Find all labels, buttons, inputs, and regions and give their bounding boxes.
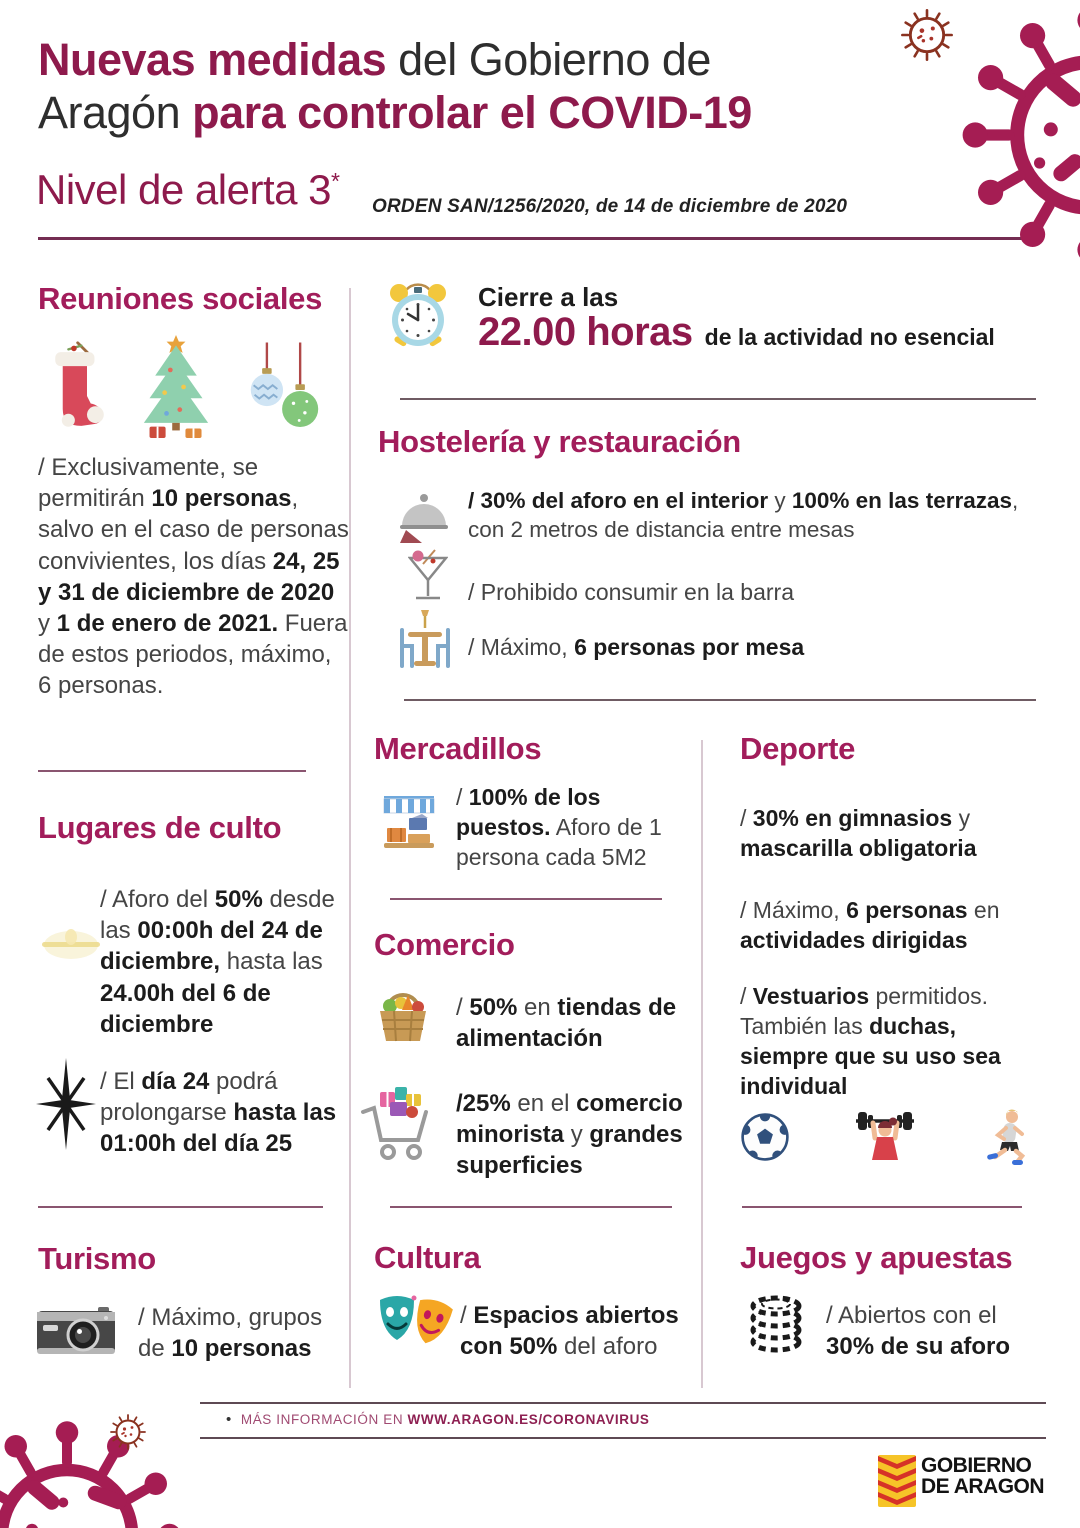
weightlifting-icon bbox=[853, 1108, 917, 1171]
market-stall-icon bbox=[382, 792, 436, 857]
left-divider-1 bbox=[38, 770, 306, 772]
turismo-text: / Máximo, grupos de 10 personas bbox=[138, 1304, 323, 1363]
hosteleria-item-1: / 30% del aforo en el interior y 100% en las terrazas, con 2 metros de distancia entre mesas bbox=[468, 488, 1019, 543]
comercio-item-2: /25% en el comercio minorista y grandes superficies bbox=[456, 1090, 683, 1180]
hosteleria-divider bbox=[404, 699, 1036, 701]
section-title-hosteleria: Hostelería y restauración bbox=[378, 424, 741, 459]
lugares-item-2: / El día 24 podrá prolongarse hasta las 01:00h del día 25 bbox=[100, 1068, 337, 1158]
section-title-mercadillos: Mercadillos bbox=[374, 731, 542, 766]
aragon-flag-icon bbox=[878, 1455, 916, 1512]
deporte-item-2: / Máximo, 6 personas en actividades dirigidas bbox=[740, 897, 1000, 953]
virus-icon-bottom bbox=[0, 1410, 192, 1528]
theater-masks-icon bbox=[376, 1290, 454, 1359]
section-title-cultura: Cultura bbox=[374, 1240, 481, 1275]
bethlehem-star-icon bbox=[34, 1056, 98, 1161]
section-title-comercio: Comercio bbox=[374, 927, 515, 962]
footer-info-url: WWW.ARAGON.ES/CORONAVIRUS bbox=[407, 1412, 650, 1427]
footer-info bbox=[226, 1411, 650, 1428]
poker-chips-icon bbox=[746, 1288, 806, 1359]
runner-icon bbox=[980, 1108, 1032, 1171]
alert-level bbox=[36, 166, 340, 214]
sport-icons-row bbox=[740, 1108, 1032, 1171]
deporte-item-3: / Vestuarios permitidos. También las duchas, siempre que su uso sea individual bbox=[740, 983, 1001, 1099]
shopping-cart-icon bbox=[360, 1082, 436, 1171]
order-reference: ORDEN SAN/1256/2020, de 14 de diciembre de 2020 bbox=[372, 196, 848, 217]
footer-divider-bottom bbox=[200, 1437, 1046, 1439]
gobierno-aragon-logo-text bbox=[921, 1455, 1044, 1498]
virus-icon bbox=[950, 0, 1080, 280]
section-title-juegos: Juegos y apuestas bbox=[740, 1240, 1013, 1275]
lugares-item-1: / Aforo del 50% desde las 00:00h del 24 de diciembre, hasta las 24.00h del 6 de diciembre bbox=[100, 886, 335, 1038]
baubles-icon bbox=[246, 342, 322, 443]
section-title-deporte: Deporte bbox=[740, 731, 856, 766]
table-chairs-icon bbox=[396, 608, 454, 677]
closure-time: 22.00 horas bbox=[478, 310, 693, 354]
grocery-basket-icon bbox=[372, 983, 434, 1050]
virus-outline-icon-bottom bbox=[108, 1412, 148, 1457]
gobierno-aragon-logo bbox=[878, 1455, 1044, 1512]
mercadillos-text: / 100% de los puestos. Aforo de 1 persona cada 5M2 bbox=[456, 784, 662, 870]
hosteleria-item-2: / Prohibido consumir en la barra bbox=[468, 579, 794, 605]
deporte-divider bbox=[742, 1206, 1022, 1208]
cultura-text: / Espacios abiertos con 50% del aforo bbox=[460, 1302, 679, 1361]
closure-line bbox=[478, 310, 995, 355]
section-title-reuniones: Reuniones sociales bbox=[38, 281, 323, 316]
closure-suffix: de la actividad no esencial bbox=[704, 324, 995, 350]
virus-outline-icon bbox=[898, 6, 956, 69]
hosteleria-item-3: / Máximo, 6 personas por mesa bbox=[468, 634, 805, 660]
alert-level-text: Nivel de alerta 3 bbox=[36, 166, 331, 213]
alert-level-asterisk: * bbox=[331, 168, 340, 194]
cloche-icon bbox=[398, 486, 450, 549]
footer-bullet: • bbox=[226, 1411, 232, 1428]
football-icon bbox=[740, 1112, 790, 1167]
column-divider-right bbox=[701, 740, 703, 1388]
comercio-item-1: / 50% en tiendas de alimentación bbox=[456, 994, 677, 1053]
section-title-turismo: Turismo bbox=[38, 1241, 156, 1276]
juegos-text: / Abiertos con el 30% de su aforo bbox=[826, 1302, 1011, 1361]
page-title bbox=[38, 34, 752, 139]
christmas-tree-icon bbox=[137, 334, 215, 443]
header-divider bbox=[38, 237, 1038, 240]
logo-line-2: DE ARAGON bbox=[921, 1475, 1045, 1499]
footer-info-label: MÁS INFORMACIÓN EN bbox=[240, 1412, 408, 1427]
candle-icon bbox=[42, 915, 100, 976]
page-title-line2: Aragón para controlar el COVID-19 bbox=[38, 86, 752, 138]
deporte-item-1: / 30% en gimnasios y mascarilla obligatoria bbox=[740, 805, 977, 861]
logo-line-1: GOBIERNO bbox=[921, 1454, 1032, 1477]
left-divider-2 bbox=[38, 1206, 323, 1208]
footer-divider-top bbox=[200, 1402, 1046, 1404]
page-title-line1: Nuevas medidas del Gobierno de bbox=[38, 34, 711, 85]
comercio-divider bbox=[390, 1206, 672, 1208]
alarm-clock-icon bbox=[384, 278, 452, 355]
christmas-icons-row bbox=[40, 334, 322, 443]
stocking-icon bbox=[40, 340, 106, 443]
reuniones-text: / Exclusivamente, se permitirán 10 personas, salvo en el caso de personas convivientes, los días 24, 25 y 31 de diciembre de 2020 y 1 de enero de 2021. Fuera de estos periodos, máximo, 6 personas. bbox=[38, 454, 349, 700]
closure-divider bbox=[400, 398, 1036, 400]
section-title-lugares: Lugares de culto bbox=[38, 810, 282, 845]
closure-prefix: Cierre a las bbox=[478, 282, 619, 312]
camera-icon bbox=[36, 1298, 116, 1365]
mercadillos-divider bbox=[390, 898, 662, 900]
